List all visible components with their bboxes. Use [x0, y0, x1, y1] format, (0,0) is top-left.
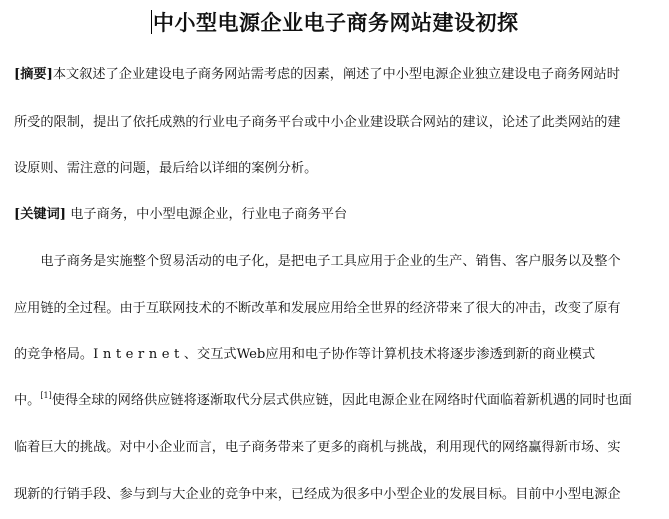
keywords-label: [关键词]	[14, 207, 67, 222]
document-title	[0, 8, 669, 38]
abstract-line-3	[14, 160, 317, 178]
abstract-text-3: 设原则、需注意的问题，最后给以详细的案例分析。	[14, 161, 318, 176]
body-text-6: 现新的行销手段、参与到与大企业的竞争中来，已经成为很多中小型企业的发展目标。目前中小型电源企	[14, 487, 621, 502]
body-text-4a: 中。	[14, 393, 41, 408]
title-text: 中小型电源企业电子商务网站建设初探	[153, 10, 519, 35]
body-text-5: 临着巨大的挑战。对中小企业而言，电子商务带来了更多的商机与挑战，利用现代的网络赢得新市场、实	[14, 440, 621, 455]
body-text-3-internet: Internet	[93, 347, 184, 362]
body-text-2: 应用链的全过程。由于互联网技术的不断改革和发展应用给全世界的经济带来了很大的冲击，改变了原有	[14, 301, 621, 316]
abstract-line-1	[14, 66, 620, 84]
body-line-1	[14, 253, 621, 271]
abstract-text-2: 所受的限制，提出了依托成熟的行业电子商务平台或中小企业建设联合网站的建议，论述了此类网站的建	[14, 115, 621, 130]
body-line-6	[14, 486, 621, 504]
text-cursor	[151, 10, 153, 34]
body-line-4	[14, 392, 632, 410]
body-text-1: 电子商务是实施整个贸易活动的电子化，是把电子工具应用于企业的生产、销售、客户服务以及整个	[14, 254, 621, 269]
abstract-line-2	[14, 114, 621, 132]
body-line-3	[14, 346, 595, 364]
abstract-label: [摘要]	[14, 67, 53, 82]
body-line-2	[14, 300, 621, 318]
footnote-ref: [1]	[40, 391, 52, 400]
body-text-3a: 的竞争格局。	[14, 347, 94, 362]
body-text-3c: 、交互式Web应用和电子协作等计算机技术将逐步渗透到新的商业模式	[183, 347, 596, 362]
body-line-5	[14, 439, 621, 457]
keywords-line	[14, 206, 347, 224]
abstract-text-1: 本文叙述了企业建设电子商务网站需考虑的因素，阐述了中小型电源企业独立建设电子商务网站时	[52, 67, 620, 82]
body-text-4b: 使得全球的网络供应链将逐渐取代分层式供应链，因此电源企业在网络时代面临着新机遇的同时也面	[51, 393, 632, 408]
keywords-text: 电子商务，中小型电源企业，行业电子商务平台	[70, 207, 348, 222]
